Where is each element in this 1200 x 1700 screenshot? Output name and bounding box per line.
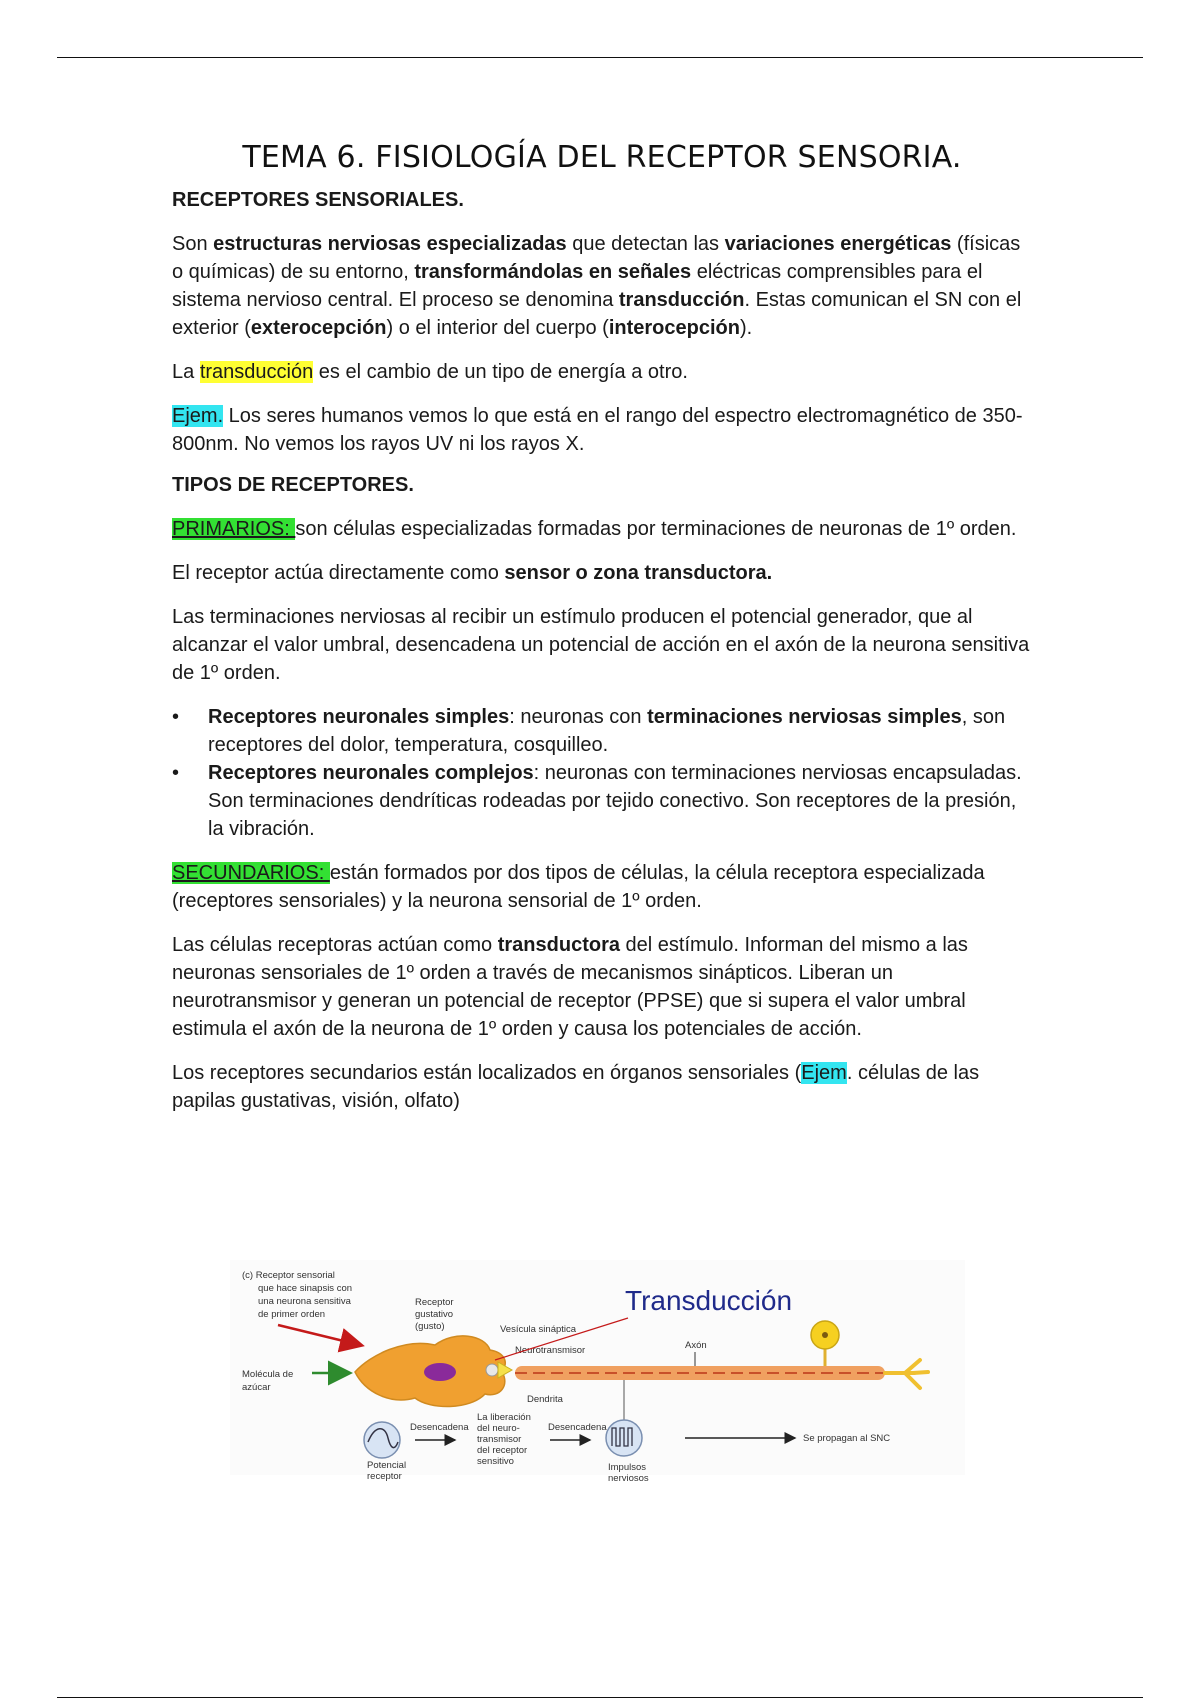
caption-line: (c) Receptor sensorial	[242, 1270, 335, 1281]
highlight-ejem: Ejem.	[172, 405, 224, 427]
triggers-label-2: Desencadena	[548, 1422, 607, 1433]
release-label: del neuro-	[477, 1423, 520, 1434]
paragraph-transduccion: La transducción es el cambio de un tipo de energía a otro.	[172, 361, 688, 383]
caption-line: que hace sinapsis con	[258, 1283, 353, 1294]
release-label: transmisor	[477, 1434, 522, 1445]
caption-line: de primer orden	[258, 1309, 326, 1320]
highlight-secundarios: SECUNDARIOS:	[172, 862, 330, 884]
vesicle-label: Vesícula sináptica	[500, 1324, 577, 1335]
list-item: • Receptores neuronales complejos: neuronas con terminaciones nerviosas encapsuladas. Son terminaciones dendríticas rodeadas por tejido conectivo. Son receptores de la presión, la vibración.	[172, 759, 1032, 843]
section-heading-tipos: TIPOS DE RECEPTORES.	[172, 474, 414, 496]
paragraph-sensor: El receptor actúa directamente como sensor o zona transductora.	[172, 562, 773, 584]
paragraph-secundarios: SECUNDARIOS: están formados por dos tipos de células, la célula receptora especializada (receptores sensoriales) y la neurona sensorial de 1º orden.	[172, 862, 985, 912]
molecule-label: Molécula de	[242, 1369, 294, 1380]
document-body	[172, 140, 1032, 1131]
page-title: TEMA 6. FISIOLOGÍA DEL RECEPTOR SENSORIA.	[242, 140, 962, 175]
molecule-label: azúcar	[242, 1382, 271, 1393]
caption-line: una neurona sensitiva	[258, 1296, 351, 1307]
receptor-nucleus	[424, 1363, 456, 1381]
paragraph-definition: Son estructuras nerviosas especializadas que detectan las variaciones energéticas (físicas o químicas) de su entorno, transformándolas en señales eléctricas comprensibles para el sistema nervioso central. El proceso se denomina transducción. Estas comunican el SN con el exterior (exterocepción) o el interior del cuerpo (interocepción).	[172, 233, 1022, 339]
paragraph-terminaciones: Las terminaciones nerviosas al recibir un estímulo producen el potencial generador, que al alcanzar el valor umbral, desencadena un potencial de acción en el axón de la neurona sensitiva de 1º orden.	[172, 606, 1030, 684]
potential-label: Potencial	[367, 1460, 407, 1471]
potential-label: receptor	[367, 1471, 402, 1482]
highlight-primarios: PRIMARIOS:	[172, 518, 296, 540]
neurotransmitter-label: Neurotransmisor	[515, 1345, 586, 1356]
receptor-label: Receptor	[415, 1297, 454, 1308]
bullet-icon: •	[172, 762, 180, 784]
highlight-ejem-2: Ejem	[801, 1062, 847, 1084]
release-label: del receptor	[477, 1445, 528, 1456]
list-item: • Receptores neuronales simples: neuronas con terminaciones nerviosas simples, son receptores del dolor, temperatura, cosquilleo.	[172, 703, 1032, 759]
axon-terminal	[885, 1360, 928, 1388]
receptor-label: (gusto)	[415, 1321, 445, 1332]
bottom-rule	[57, 1697, 1143, 1698]
vesicle	[486, 1364, 498, 1376]
bullet-icon: •	[172, 706, 180, 728]
neuron-nucleus	[822, 1332, 828, 1338]
figure-title: Transducción	[625, 1285, 793, 1316]
impulses-label: Impulsos	[608, 1462, 647, 1473]
dendrite-label: Dendrita	[527, 1394, 563, 1405]
release-label: sensitivo	[477, 1456, 514, 1467]
propagate-label: Se propagan al SNC	[803, 1433, 891, 1444]
axon-label: Axón	[685, 1340, 707, 1351]
paragraph-primarios: PRIMARIOS: son células especializadas formadas por terminaciones de neuronas de 1º orden.	[172, 518, 1017, 540]
top-rule	[57, 57, 1143, 58]
diagram-svg	[230, 1260, 965, 1484]
receptor-list	[172, 703, 1032, 843]
impulses-label: nerviosos	[608, 1473, 649, 1484]
paragraph-localizacion: Los receptores secundarios están localizados en órganos sensoriales (Ejem. células de las papilas gustativas, visión, olfato)	[172, 1062, 980, 1112]
receptor-label: gustativo	[415, 1309, 454, 1320]
red-arrow	[278, 1325, 360, 1345]
paragraph-example: Ejem. Los seres humanos vemos lo que está en el rango del espectro electromagnético de 350-800nm. No vemos los rayos UV ni los rayos X.	[172, 405, 1023, 455]
triggers-label-1: Desencadena	[410, 1422, 469, 1433]
release-label: La liberación	[477, 1412, 531, 1423]
paragraph-transductora: Las células receptoras actúan como transductora del estímulo. Informan del mismo a las neuronas sensoriales de 1º orden a través de mecanismos sinápticos. Liberan un neurotransmisor y generan un potencial de receptor (PPSE) que si supera el valor umbral estimula el axón de la neurona de 1º orden y causa los potenciales de acción.	[172, 934, 968, 1040]
transduction-diagram	[230, 1260, 965, 1484]
highlight-transduccion: transducción	[199, 361, 314, 383]
section-heading-receptores: RECEPTORES SENSORIALES.	[172, 189, 464, 211]
